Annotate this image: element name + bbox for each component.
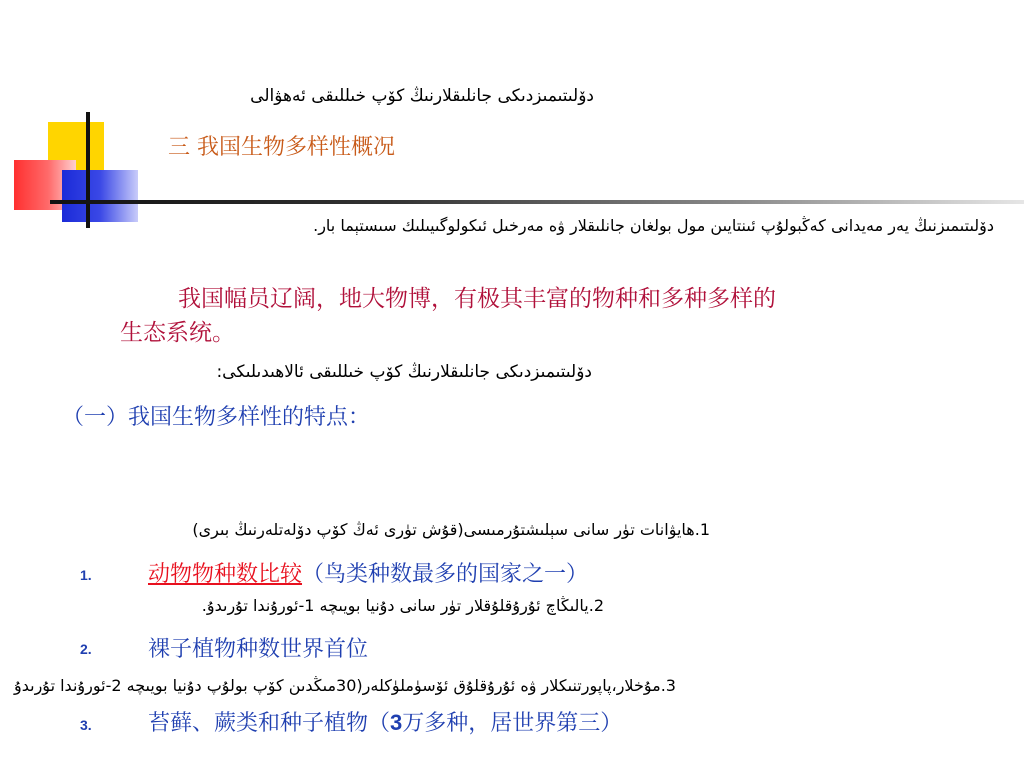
uyghur-item-1: 1.ھايۋانات تۈر سانى سېلىشتۇرمىسى(قۇش تۈرى ئەڭ كۆپ دۆلەتلەرنىڭ بىرى): [192, 520, 710, 539]
item-3-text-before: 苔藓、蕨类和种子植物（: [148, 711, 391, 736]
intro-text-line-2: 生态系统。: [120, 320, 235, 346]
item-1-number: 1.: [80, 567, 92, 583]
item-3-text-after: 万多种，居世界第三）: [402, 711, 623, 736]
uyghur-title: دۆلىتىمىزدىكى جانلىقلارنىڭ كۆپ خىللىقى ئەھۋالى: [250, 86, 594, 106]
vertical-rule-decoration: [86, 112, 90, 228]
item-2-number: 2.: [80, 641, 92, 657]
horizontal-rule-decoration: [50, 200, 1024, 204]
section-heading: （一）我国生物多样性的特点：: [62, 405, 371, 430]
uyghur-item-2: 2.يالىڭاچ ئۇرۇقلۇقلار تۈر سانى دۇنيا بويىچە 1-ئورۇندا تۇرىدۇ.: [201, 596, 604, 615]
list-item-1: [148, 557, 588, 588]
uyghur-section-heading: دۆلىتىمىزدىكى جانلىقلارنىڭ كۆپ خىللىقى ئالاھىدىلىكى:: [216, 362, 592, 382]
list-item-3: [148, 706, 622, 737]
uyghur-item-3: 3.مۇخلار،پاپورتنىكلار ۋە ئۇرۇقلۇق ئۆسۈملۈكلەر(30مىڭدىن كۆپ بولۇپ دۇنيا بويىچە 2-ئورۇندا تۇرىدۇ: [14, 676, 676, 695]
item-1-highlight: 动物物种数比较: [148, 562, 303, 587]
blue-square-decoration: [62, 170, 138, 222]
item-3-number: 3.: [80, 717, 92, 733]
item-3-bold-number: 3: [390, 710, 403, 735]
intro-text-line-1: 我国幅员辽阔，地大物博，有极其丰富的物种和多种多样的: [178, 286, 776, 312]
item-1-text: （鸟类种数最多的国家之一）: [302, 562, 589, 587]
list-item-2: 裸子植物种数世界首位: [148, 637, 369, 662]
corner-decoration: [0, 0, 1024, 240]
uyghur-intro: دۆلىتىمىزنىڭ يەر مەيدانى كەڭبولۇپ ئىنتايىن مول بولغان جانلىقلار ۋە مەرخىل ئىكولوگىيىلىك سىستېما بار.: [313, 216, 994, 235]
page-title: 三 我国生物多样性概况: [168, 135, 395, 160]
